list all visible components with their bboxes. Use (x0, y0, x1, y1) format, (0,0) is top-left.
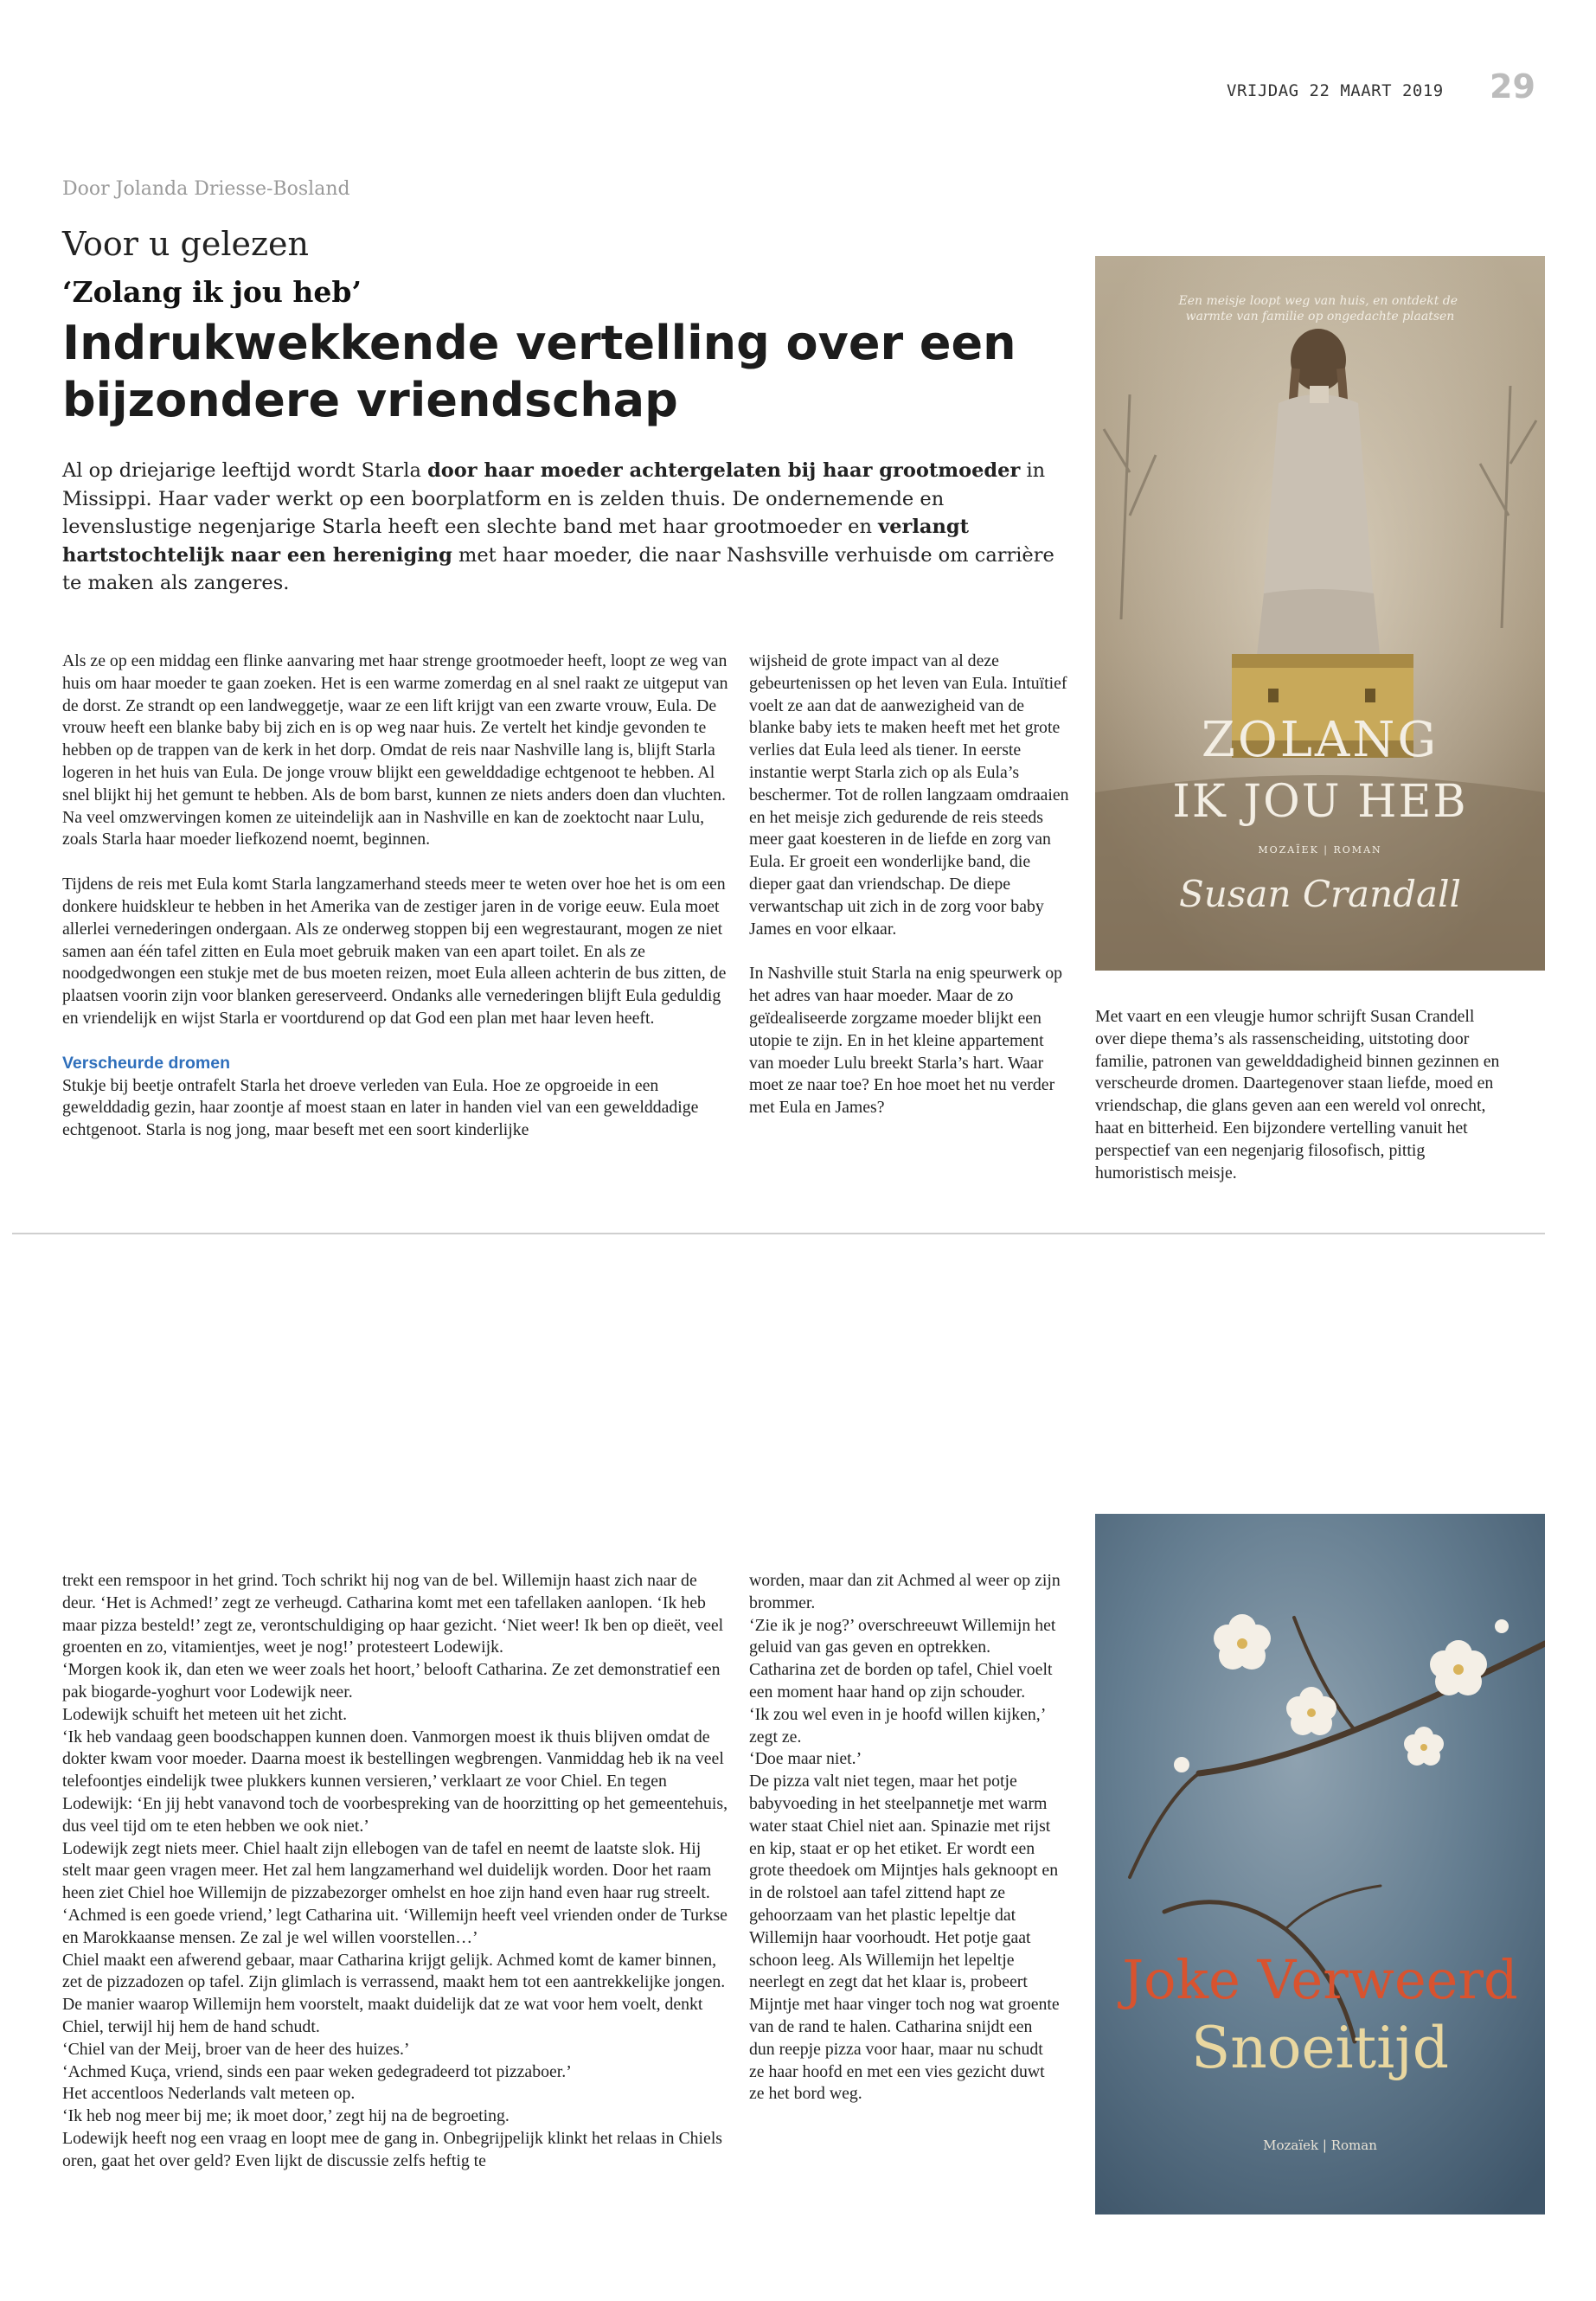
issue-date: VRIJDAG 22 MAART 2019 (1227, 81, 1444, 100)
body-paragraph: Met vaart en een vleugje humor schrijft Susan Crandell over diepe thema’s als rassenscheiding, uitstoting door familie, patronen van gewelddadigheid binnen gezinnen en verscheurde dromen. Daartegenover staan liefde, moed en vriendschap, die glans geven aan een wereld vol onrecht, haat en bitterheid. Een bijzondere vertelling vanuit het perspectief van een negenjarig filosofisch, pittig humoristisch meisje. (1095, 1007, 1500, 1183)
section-divider (12, 1233, 1545, 1234)
cover-title: Snoeitijd (1191, 2015, 1449, 2081)
body-paragraph: wijsheid de grote impact van al deze gebeurtenissen op het leven van Eula. Intuïtief voelt ze aan dat de aanwezigheid van de blanke baby iets te maken heeft met het grote verlies dat Eula leed als tiener. In eerste instantie werpt Starla zich op als Eula’s beschermer. Tot de rollen langzaam omdraaien en het meisje zich gedurende de reis steeds meer gaat koesteren in de liefde en zorg van Eula. Er groeit een wonderlijke band, die dieper gaat dan vriendschap. De diepe verwantschap uit zich in de zorg voor baby James en voor elkaar. (749, 651, 1069, 939)
book-cover-zolang-ik-jou-heb (1095, 256, 1545, 971)
headline: Indrukwekkende vertelling over een bijzondere vriendschap (62, 316, 1016, 427)
cover-author: Susan Crandall (1179, 873, 1461, 915)
cover-title-line2: IK JOU HEB (1172, 776, 1468, 828)
article1-column-3 (1095, 1006, 1509, 1184)
cover-publisher: Mozaïek | Roman (1263, 2138, 1377, 2153)
body-paragraph: Tijdens de reis met Eula komt Starla langzamerhand steeds meer te weten over hoe het is om een donkere huidskleur te hebben in het Amerika van de zestiger jaren in de vorige eeuw. Eula moet allerlei vernederingen ondergaan. Als ze onderweg stoppen bij een wegrestaurant, mogen ze niet samen aan één tafel zitten en Eula moet gebruik maken van een apart toilet. En als ze noodgedwongen een stukje met de bus moeten reizen, moet Eula alleen achterin de bus zitten, de plaatsen voorin zijn voor blanken gereserveerd. Ondanks alle vernederingen blijft Eula geduldig en vriendelijk en wijst Starla er voortdurend op dat God een plan met haar leven heeft. (62, 875, 727, 1028)
article2-column-1 (62, 1570, 728, 2173)
section-kicker: Voor u gelezen (62, 225, 309, 263)
cover-author: Joke Verweerd (1122, 1948, 1518, 2011)
intro-paragraph: Al op driejarige leeftijd wordt Starla door haar moeder achtergelaten bij haar grootmoeder in Missippi. Haar vader werkt op een boorplatform en is zelden thuis. De ondernemende en levenslustige negenjarige Starla heeft een slechte band met haar grootmoeder en verlangt hartstochtelijk naar een hereniging met haar moeder, die naar Nashsville verhuisde om carrière te maken als zangeres. (62, 459, 1054, 594)
byline: Door Jolanda Driesse-Bosland (62, 178, 350, 200)
subheading: Verscheurde dromen (62, 1053, 230, 1073)
body-paragraph: Stukje bij beetje ontrafelt Starla het droeve verleden van Eula. Hoe ze opgroeide in een gewelddadig gezin, haar zoontje af moest staan en later in handen viel van een gewelddadige echtgenoot. Starla is nog jong, maar beseft met een soort kinderlijke (62, 1075, 699, 1140)
body-paragraph: trekt een remspoor in het grind. Toch schrikt hij nog van de bel. Willemijn haast zich naar de deur. ‘Het is Achmed!’ zegt ze verheugd. Catharina komt met een tafellaken aanlopen. ‘Ik heb maar pizza besteld!’ zegt ze, verontschuldiging op haar gezicht. ‘Niet weer! Ik ben op dieët, veel groenten en zo, vitamientjes, weet je nog!’ protesteert Lodewijk. ‘Morgen kook ik, dan eten we weer zoals het hoort,’ belooft Catharina. Ze zet demonstratief een pak biogarde-yoghurt voor Lodewijk neer. Lodewijk schuift het meteen uit het zicht. ‘Ik heb vandaag geen boodschappen kunnen doen. Vanmorgen moest ik thuis blijven omdat de dokter kwam voor moeder. Daarna moest ik bestellingen wegbrengen. Vanmiddag heb ik na veel telefoontjes eindelijk twee plukkers kunnen versieren,’ verklaart ze voor Chiel. En tegen Lodewijk: ‘En jij hebt vanavond toch de voorbespreking van de hoorzitting op het gemeentehuis, dus veel tijd om te eten hebben we ook niet.’ Lodewijk zegt niets meer. Chiel haalt zijn ellebogen van de tafel en neemt de laatste slok. Hij stelt maar geen vragen meer. Het zal hem langzamerhand wel duidelijk worden. Door het raam heen ziet Chiel hoe Willemijn de pizzabezorger omhelst en hoe zijn hand even haar rug streelt. ‘Achmed is een goede vriend,’ legt Catharina uit. ‘Willemijn heeft veel vrienden onder de Turkse en Marokkaanse mensen. Ze zal je wel willen voorstellen…’ Chiel maakt een afwerend gebaar, maar Catharina krijgt gelijk. Achmed komt de kamer binnen, zet de pizzadozen op tafel. Zijn glimlach is verrassend, maakt hem tot een aantrekkelijke jongen. De manier waarop Willemijn hem voorstelt, maakt duidelijk dat ze wat voor hem voelt, denkt Chiel, terwijl hij hem de hand schudt. ‘Chiel van der Meij, broer van de heer des huizes.’ ‘Achmed Kuça, vriend, sinds een paar weken gedegradeerd tot pizzaboer.’ Het accentloos Nederlands valt meteen op. ‘Ik heb nog meer bij me; ik moet door,’ zegt hij na de begroeting. Lodewijk heeft nog een vraag en loopt mee de gang in. Onbegrijpelijk klinkt het relaas in Chiels oren, gaat het over geld? Even lijkt de discussie zelfs heftig te (62, 1571, 728, 2170)
book-title-quote: ‘Zolang ik jou heb’ (62, 275, 362, 309)
body-paragraph: In Nashville stuit Starla na enig speurwerk op het adres van haar moeder. Maar de zo geïdealiseerde zorgzame moeder blijkt een utopie te zijn. En in het kleine appartement van moeder Lulu breekt Starla’s hart. Waar moet ze naar toe? En hoe moet het nu verder met Eula en James? (749, 964, 1063, 1118)
body-paragraph: Als ze op een middag een flinke aanvaring met haar strenge grootmoeder heeft, loopt ze weg van huis om haar moeder te gaan zoeken. Het is een warme zomerdag en al snel raakt ze uitgeput van de dorst. Ze strandt op een landweggetje, waar ze een lift krijgt van een zwarte vrouw, Eula. De vrouw heeft een blanke baby bij zich en is op weg naar huis. Ze vertelt het kindje gevonden te hebben op de trappen van de kerk in het dorp. Omdat de reis naar Nashville lang is, blijft Starla logeren in het huis van Eula. De jonge vrouw blijkt een gewelddadige echtgenoot te hebben. Al snel blijkt hij het gemunt te hebben. Als de bom barst, kunnen ze niets anders doen dan vluchten. Na veel omzwervingen komen ze uiteindelijk aan in Nashville en kan de zoektocht naar Lulu, zoals Starla haar moeder liefkozend noemt, beginnen. (62, 651, 728, 849)
article1-column-1 (62, 651, 728, 1142)
cover-title-line1: ZOLANG (1201, 712, 1439, 768)
article1-column-2 (749, 651, 1069, 1119)
page-number: 29 (1490, 67, 1535, 106)
book-cover-snoeitijd (1095, 1514, 1545, 2214)
body-paragraph: worden, maar dan zit Achmed al weer op zijn brommer. ‘Zie ik je nog?’ overschreeuwt Willemijn het geluid van gas geven en optrekken. Catharina zet de borden op tafel, Chiel voelt een moment haar hand op zijn schouder. ‘Ik zou wel even in je hoofd willen kijken,’ zegt ze. ‘Doe maar niet.’ De pizza valt niet tegen, maar het potje babyvoeding in het steelpannetje met warm water staat Chiel niet aan. Spinazie met rijst en kip, staat er op het etiket. Er wordt een grote theedoek om Mijntjes hals geknoopt en in de rolstoel aan tafel zittend hapt ze gehoorzaam van het plastic lepeltje dat Willemijn haar voorhoudt. Het potje gaat schoon leeg. Als Willemijn het lepeltje neerlegt en zegt dat het klaar is, probeert Mijntje met haar vinger toch nog wat groente van de rand te halen. Catharina snijdt een dun reepje pizza voor haar, maar nu schudt ze haar hoofd en met een vies gezicht duwt ze het bord weg. (749, 1571, 1061, 2104)
cover-publisher: MOZAÏEK | ROMAN (1258, 844, 1382, 856)
cover-tagline: Een meisje loopt weg van huis, en ontdekt de warmte van familie op ongedachte plaatsen (1178, 294, 1458, 324)
article2-column-2 (749, 1570, 1061, 2106)
